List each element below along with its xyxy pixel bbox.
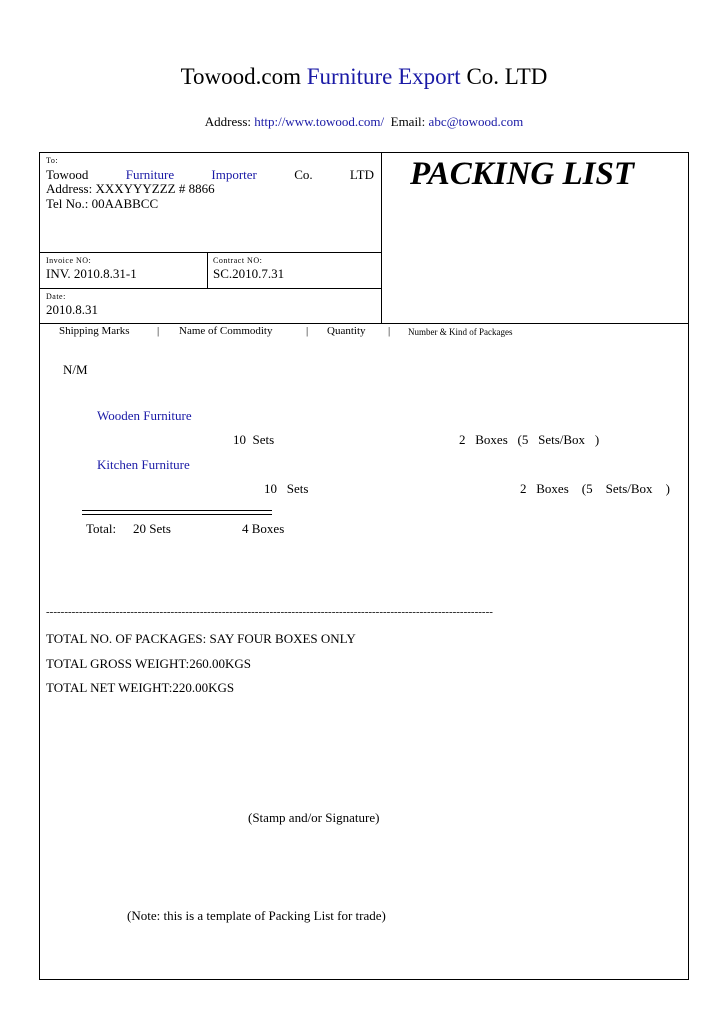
totals-label: Total: — [86, 521, 117, 536]
company-highlight: Furniture Export — [306, 64, 461, 89]
item-qty-number: 10 — [233, 432, 246, 447]
item-packages — [520, 481, 670, 497]
item-box-count: 2 — [459, 432, 466, 447]
col-quantity: Quantity — [327, 325, 366, 337]
item-qty-number: 10 — [264, 481, 277, 496]
item-name: Wooden Furniture — [97, 408, 192, 423]
dashed-separator: -------------------------------------------------------------------------------------------------------------------------- — [46, 606, 493, 618]
total-gross-weight: TOTAL GROSS WEIGHT:260.00KGS — [46, 656, 251, 671]
document-title: PACKING LIST — [410, 156, 635, 192]
item-close-paren: ) — [594, 432, 600, 447]
item-per-box: (5 — [517, 432, 529, 447]
date-value: 2010.8.31 — [46, 302, 98, 317]
divider-header-bottom — [40, 323, 689, 324]
item-box-count: 2 — [520, 481, 527, 496]
invoice-label: Invoice NO: — [46, 256, 92, 265]
divider-vertical-main — [381, 153, 382, 323]
email-link[interactable]: abc@towood.com — [428, 114, 524, 129]
to-label: To: — [46, 156, 59, 165]
consignee-name-part: Co. — [294, 167, 313, 182]
col-shipping-marks: Shipping Marks — [59, 325, 130, 337]
company-prefix: Towood.com — [180, 64, 301, 89]
total-packages: TOTAL NO. OF PACKAGES: SAY FOUR BOXES ONLY — [46, 631, 356, 646]
consignee-tel: Tel No.: 00AABBCC — [46, 196, 159, 211]
totals-rule — [82, 510, 272, 511]
item-qty-unit: Sets — [252, 432, 275, 447]
item-name: Kitchen Furniture — [97, 457, 190, 472]
consignee-address: Address: XXXYYYZZZ # 8866 — [46, 181, 215, 196]
col-separator: | — [306, 325, 309, 337]
date-label: Date: — [46, 292, 66, 301]
invoice-value: INV. 2010.8.31-1 — [46, 266, 137, 281]
col-packages: Number & Kind of Packages — [408, 327, 513, 337]
contract-value: SC.2010.7.31 — [213, 266, 285, 281]
company-title — [0, 64, 728, 90]
item-packages — [459, 432, 599, 448]
company-suffix: Co. LTD — [466, 64, 548, 89]
contract-label: Contract NO: — [213, 256, 263, 265]
item-per-box: (5 — [581, 481, 593, 496]
email-label: Email: — [390, 114, 426, 129]
address-label: Address: — [204, 114, 251, 129]
col-separator: | — [388, 325, 391, 337]
item-box-unit: Boxes — [536, 481, 569, 496]
consignee-name-part: Furniture — [125, 167, 175, 182]
company-address-line — [0, 114, 728, 130]
website-link[interactable]: http://www.towood.com/ — [254, 114, 385, 129]
item-per-unit: Sets/Box — [538, 432, 586, 447]
divider-consignee-bottom — [40, 252, 381, 253]
shipping-marks-value: N/M — [63, 362, 88, 377]
item-quantity — [264, 481, 308, 497]
item-qty-unit: Sets — [286, 481, 309, 496]
total-net-weight: TOTAL NET WEIGHT:220.00KGS — [46, 680, 235, 695]
totals-boxes: 4 Boxes — [242, 521, 285, 536]
item-quantity — [233, 432, 274, 448]
col-commodity: Name of Commodity — [179, 325, 273, 337]
item-close-paren: ) — [665, 481, 670, 496]
totals-sets: 20 Sets — [133, 521, 171, 536]
consignee-name-part: Importer — [211, 167, 257, 182]
col-separator: | — [157, 325, 160, 337]
item-per-unit: Sets/Box — [605, 481, 653, 496]
divider-invoice-contract — [207, 252, 208, 288]
consignee-name-part: Towood — [46, 167, 89, 182]
item-box-unit: Boxes — [475, 432, 508, 447]
signature-placeholder: (Stamp and/or Signature) — [248, 810, 380, 825]
consignee-name-part: LTD — [349, 167, 374, 182]
template-note: (Note: this is a template of Packing List for trade) — [127, 908, 386, 923]
totals-rule — [82, 514, 272, 515]
divider-invoice-bottom — [40, 288, 381, 289]
